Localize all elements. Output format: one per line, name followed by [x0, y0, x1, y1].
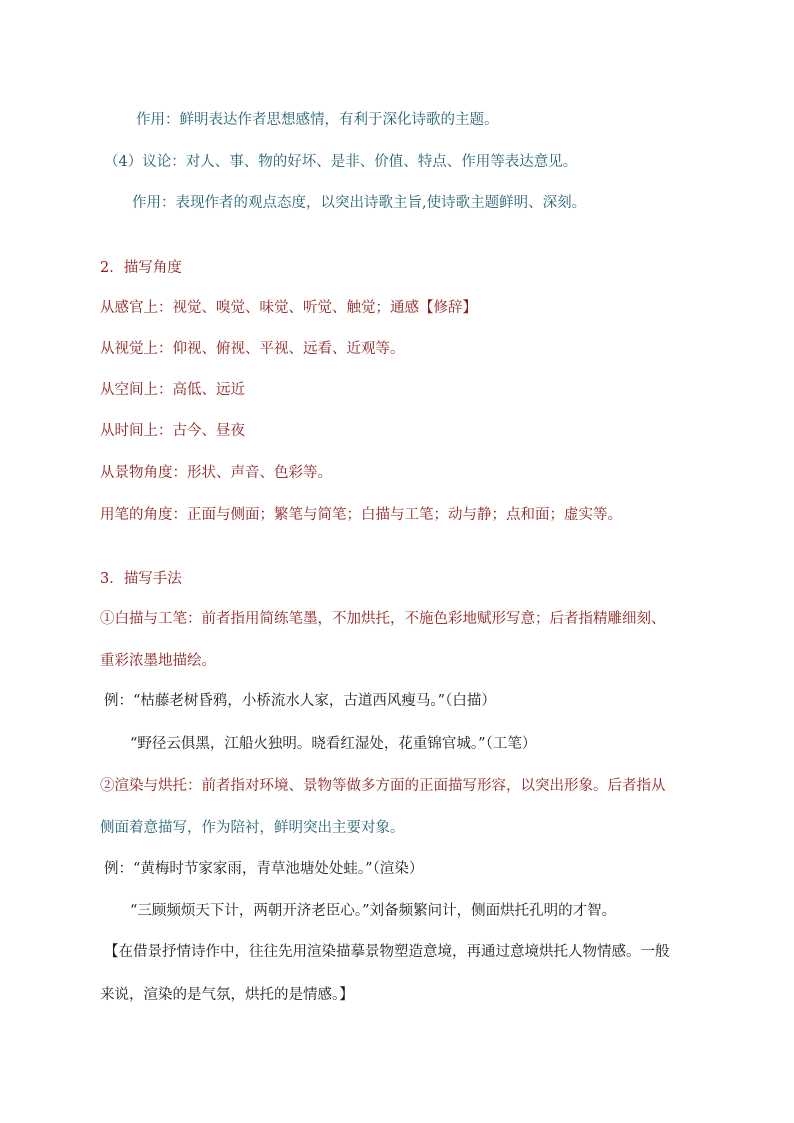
function-note-2: 作用：表现作者的观点态度，以突出诗歌主旨,使诗歌主题鲜明、深刻。 — [132, 195, 587, 211]
technique-2-line-2: 侧面着意描写，作为陪衬，鲜明突出主要对象。 — [100, 820, 405, 836]
summary-line-2: 来说，渲染的是气氛，烘托的是情感。】 — [100, 987, 354, 1003]
example-1: 例：“枯藤老树昏鸦，小桥流水人家，古道西风瘦马。”（白描） — [104, 693, 496, 709]
angle-senses: 从感官上：视觉、嗅觉、味觉、听觉、触觉；通感【修辞】 — [100, 300, 477, 316]
angle-time: 从时间上：古今、昼夜 — [100, 423, 245, 439]
technique-2-line-1: ②渲染与烘托：前者指对环境、景物等做多方面的正面描写形容，以突出形象。后者指从 — [100, 778, 666, 794]
section-heading-technique: 3．描写手法 — [100, 571, 182, 587]
example-4: “三顾频烦天下计，两朝开济老臣心。”刘备频繁问计，侧面烘托孔明的才智。 — [130, 903, 617, 919]
summary-line-1: 【在借景抒情诗作中，往往先用渲染描摹景物塑造意境，再通过意境烘托人物情感。一般 — [104, 944, 670, 960]
section-heading-angle: 2．描写角度 — [100, 260, 182, 276]
angle-space: 从空间上：高低、远近 — [100, 382, 245, 398]
angle-vision: 从视觉上：仰视、俯视、平视、远看、近观等。 — [100, 341, 405, 357]
function-note-1: 作用：鲜明表达作者思想感情，有利于深化诗歌的主题。 — [136, 112, 499, 128]
example-3: 例：“黄梅时节家家雨，青草池塘处处蛙。”（渲染） — [104, 861, 424, 877]
technique-1-line-2: 重彩浓墨地描绘。 — [100, 653, 216, 669]
angle-brush: 用笔的角度：正面与侧面；繁笔与简笔；白描与工笔；动与静；点和面；虚实等。 — [100, 507, 622, 523]
angle-scenery: 从景物角度：形状、声音、色彩等。 — [100, 465, 332, 481]
discussion-item: （4）议论：对人、事、物的好坏、是非、价值、特点、作用等表达意见。 — [104, 154, 578, 170]
example-2: “野径云俱黑，江船火独明。晓看红湿处，花重锦官城。”（工笔） — [130, 736, 537, 752]
technique-1-line-1: ①白描与工笔：前者指用简练笔墨，不加烘托，不施色彩地赋形写意；后者指精雕细刻、 — [100, 611, 666, 627]
